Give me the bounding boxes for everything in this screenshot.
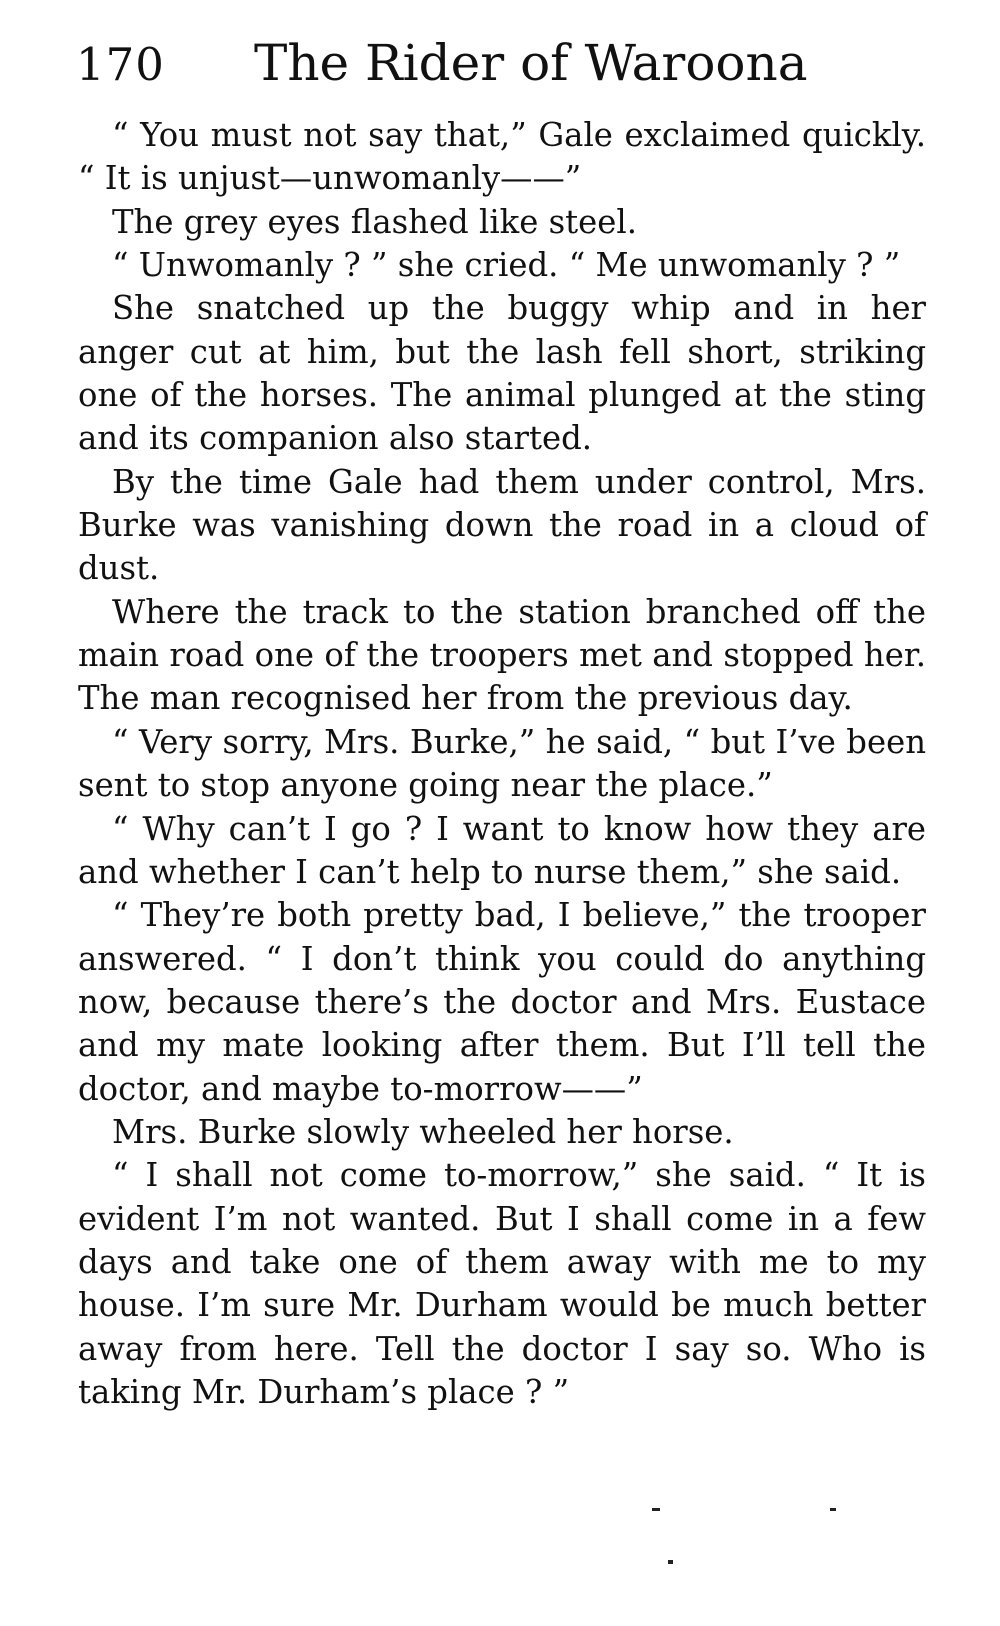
body-text (78, 114, 926, 1414)
paragraph-7: “ Very sorry, Mrs. Burke,” he said, “ but I’ve been sent to stop anyone going near the place.” (78, 722, 926, 805)
page-number: 170 (76, 38, 165, 91)
paragraph-3: “ Unwomanly ? ” she cried. “ Me unwomanly ? ” (112, 246, 901, 285)
paragraph-1: “ You must not say that,” Gale exclaimed quickly. “ It is unjust—unwomanly——” (78, 116, 926, 198)
running-head (76, 28, 936, 98)
paragraph-9: “ They’re both pretty bad, I believe,” the trooper answered. “ I don’t think you could do anything now, because there’s the doctor and Mrs. Eustace and my mate looking after them. But I’ll tell the doctor, and maybe to-morrow——” (78, 896, 926, 1108)
paragraph-11: “ I shall not come to-morrow,” she said. “ It is evident I’m not wanted. But I shall come in a few days and take one of them away with me to my house. I’m sure Mr. Durham would be much better away from here. Tell the doctor I say so. Who is taking Mr. Durham’s place ? ” (78, 1156, 926, 1411)
book-title: The Rider of Waroona (254, 34, 808, 92)
paragraph-2: The grey eyes flashed like steel. (112, 202, 637, 241)
paragraph-5: By the time Gale had them under control, Mrs. Burke was vanishing down the road in a cloud of dust. (78, 462, 926, 588)
scan-speck (668, 1560, 673, 1564)
paragraph-6: Where the track to the station branched off the main road one of the troopers met and stopped her. The man recognised her from the previous day. (78, 592, 926, 718)
paragraph-10: Mrs. Burke slowly wheeled her horse. (112, 1112, 734, 1151)
paragraph-4: She snatched up the buggy whip and in her anger cut at him, but the lash fell short, striking one of the horses. The animal plunged at the sting and its companion also started. (78, 289, 926, 458)
paragraph-8: “ Why can’t I go ? I want to know how they are and whether I can’t help to nurse them,” she said. (78, 809, 926, 891)
scan-speck (652, 1508, 660, 1511)
scan-speck (830, 1508, 836, 1511)
